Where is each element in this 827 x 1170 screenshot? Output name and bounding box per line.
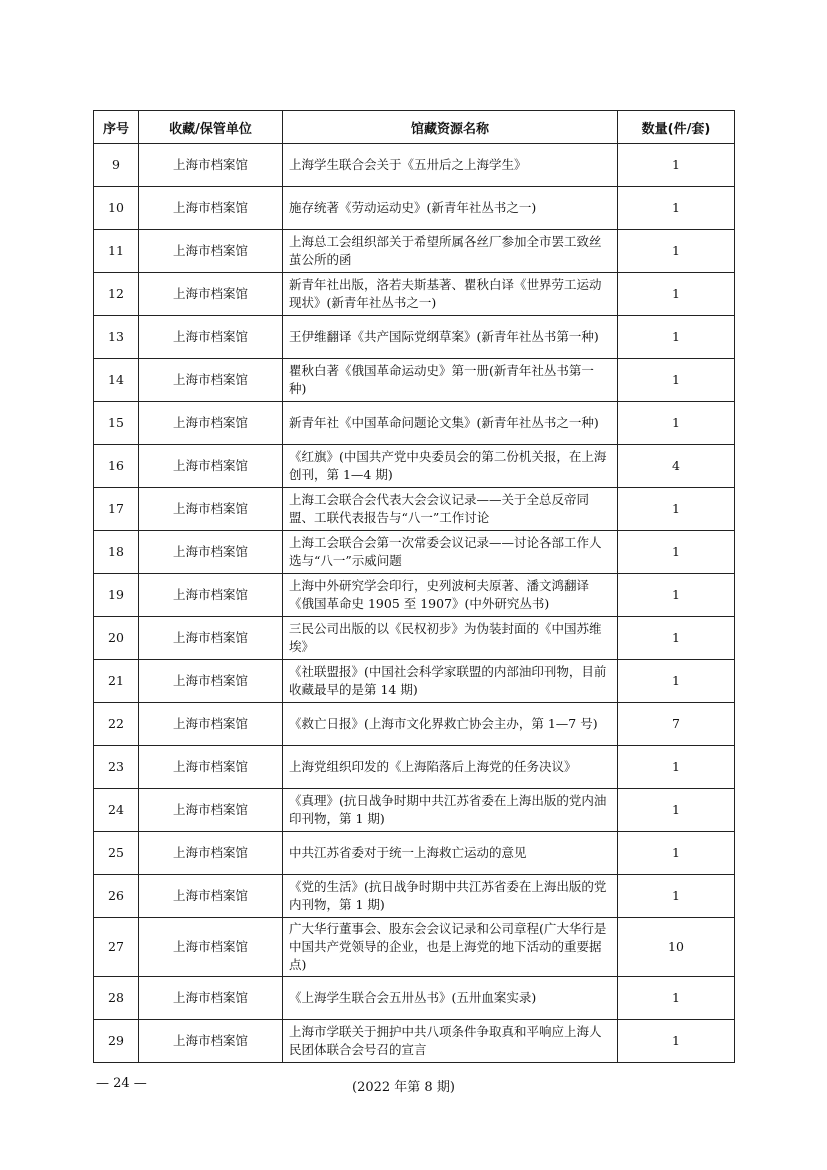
row-seq: 13 (94, 316, 139, 359)
table-row (94, 617, 735, 660)
table-row (94, 316, 735, 359)
row-name: 新青年社出版，洛若夫斯基著、瞿秋白译《世界劳工运动现状》(新青年社丛书之一) (283, 273, 618, 316)
row-seq: 9 (94, 144, 139, 187)
row-seq: 21 (94, 660, 139, 703)
row-seq: 18 (94, 531, 139, 574)
row-seq: 25 (94, 832, 139, 875)
row-name: 广大华行董事会、股东会会议记录和公司章程(广大华行是中国共产党领导的企业，也是上海党的地下活动的重要据点) (283, 918, 618, 977)
row-name: 王伊维翻译《共产国际党纲草案》(新青年社丛书第一种) (283, 316, 618, 359)
table-row (94, 703, 735, 746)
row-unit: 上海市档案馆 (139, 273, 283, 316)
row-qty: 1 (618, 187, 735, 230)
row-name: 《社联盟报》(中国社会科学家联盟的内部油印刊物，目前收藏最早的是第 14 期) (283, 660, 618, 703)
row-qty: 1 (618, 488, 735, 531)
table-row (94, 187, 735, 230)
row-name: 上海党组织印发的《上海陷落后上海党的任务决议》 (283, 746, 618, 789)
row-unit: 上海市档案馆 (139, 445, 283, 488)
row-qty: 1 (618, 617, 735, 660)
row-seq: 22 (94, 703, 139, 746)
page-number: — 24 — (96, 1076, 147, 1091)
row-name: 《红旗》(中国共产党中央委员会的第二份机关报，在上海创刊，第 1—4 期) (283, 445, 618, 488)
row-name: 上海中外研究学会印行，史列波柯夫原著、潘文鸿翻译《俄国革命史 1905 至 1907》(中外研究丛书) (283, 574, 618, 617)
row-name: 施存统著《劳动运动史》(新青年社丛书之一) (283, 187, 618, 230)
row-name: 中共江苏省委对于统一上海救亡运动的意见 (283, 832, 618, 875)
header-unit: 收藏/保管单位 (139, 111, 283, 144)
row-name: 《真理》(抗日战争时期中共江苏省委在上海出版的党内油印刊物，第 1 期) (283, 789, 618, 832)
row-qty: 1 (618, 875, 735, 918)
table-row (94, 574, 735, 617)
row-name: 《救亡日报》(上海市文化界救亡协会主办，第 1—7 号) (283, 703, 618, 746)
collection-table (93, 110, 735, 1063)
row-qty: 7 (618, 703, 735, 746)
row-unit: 上海市档案馆 (139, 574, 283, 617)
row-unit: 上海市档案馆 (139, 875, 283, 918)
row-unit: 上海市档案馆 (139, 230, 283, 273)
row-qty: 1 (618, 746, 735, 789)
row-qty: 1 (618, 359, 735, 402)
header-qty: 数量(件/套) (618, 111, 735, 144)
table-row (94, 832, 735, 875)
row-unit: 上海市档案馆 (139, 832, 283, 875)
header-name: 馆藏资源名称 (283, 111, 618, 144)
row-seq: 27 (94, 918, 139, 977)
row-qty: 1 (618, 273, 735, 316)
table-row (94, 918, 735, 977)
row-unit: 上海市档案馆 (139, 660, 283, 703)
row-unit: 上海市档案馆 (139, 187, 283, 230)
row-qty: 1 (618, 230, 735, 273)
row-name: 三民公司出版的以《民权初步》为伪装封面的《中国苏维埃》 (283, 617, 618, 660)
issue-label: (2022 年第 8 期) (352, 1080, 455, 1095)
row-unit: 上海市档案馆 (139, 144, 283, 187)
table-row (94, 531, 735, 574)
row-qty: 1 (618, 977, 735, 1020)
row-qty: 1 (618, 316, 735, 359)
row-unit: 上海市档案馆 (139, 746, 283, 789)
row-name: 上海学生联合会关于《五卅后之上海学生》 (283, 144, 618, 187)
table-row (94, 445, 735, 488)
row-seq: 16 (94, 445, 139, 488)
table-header-row (94, 111, 735, 144)
table-row (94, 488, 735, 531)
row-qty: 1 (618, 144, 735, 187)
row-seq: 17 (94, 488, 139, 531)
row-seq: 10 (94, 187, 139, 230)
row-unit: 上海市档案馆 (139, 789, 283, 832)
row-unit: 上海市档案馆 (139, 703, 283, 746)
row-seq: 28 (94, 977, 139, 1020)
row-name: 新青年社《中国革命问题论文集》(新青年社丛书之一种) (283, 402, 618, 445)
row-seq: 20 (94, 617, 139, 660)
table-row (94, 359, 735, 402)
row-name: 《上海学生联合会五卅丛书》(五卅血案实录) (283, 977, 618, 1020)
row-qty: 1 (618, 1020, 735, 1063)
row-qty: 10 (618, 918, 735, 977)
row-unit: 上海市档案馆 (139, 977, 283, 1020)
row-seq: 15 (94, 402, 139, 445)
row-unit: 上海市档案馆 (139, 359, 283, 402)
row-unit: 上海市档案馆 (139, 402, 283, 445)
row-seq: 14 (94, 359, 139, 402)
table-row (94, 746, 735, 789)
table-row (94, 144, 735, 187)
row-qty: 1 (618, 832, 735, 875)
row-seq: 26 (94, 875, 139, 918)
table-row (94, 230, 735, 273)
row-seq: 29 (94, 1020, 139, 1063)
row-seq: 12 (94, 273, 139, 316)
table-row (94, 977, 735, 1020)
row-seq: 24 (94, 789, 139, 832)
row-seq: 23 (94, 746, 139, 789)
row-unit: 上海市档案馆 (139, 617, 283, 660)
row-qty: 1 (618, 574, 735, 617)
row-seq: 11 (94, 230, 139, 273)
row-unit: 上海市档案馆 (139, 918, 283, 977)
row-seq: 19 (94, 574, 139, 617)
header-seq: 序号 (94, 111, 139, 144)
row-name: 上海工会联合会代表大会会议记录——关于全总反帝同盟、工联代表报告与“八一”工作讨论 (283, 488, 618, 531)
table-row (94, 402, 735, 445)
row-unit: 上海市档案馆 (139, 316, 283, 359)
row-name: 《党的生活》(抗日战争时期中共江苏省委在上海出版的党内刊物，第 1 期) (283, 875, 618, 918)
row-name: 上海工会联合会第一次常委会议记录——讨论各部工作人选与“八一”示威问题 (283, 531, 618, 574)
row-name: 瞿秋白著《俄国革命运动史》第一册(新青年社丛书第一种) (283, 359, 618, 402)
row-unit: 上海市档案馆 (139, 488, 283, 531)
row-unit: 上海市档案馆 (139, 1020, 283, 1063)
row-qty: 1 (618, 789, 735, 832)
row-qty: 1 (618, 402, 735, 445)
row-unit: 上海市档案馆 (139, 531, 283, 574)
row-qty: 1 (618, 660, 735, 703)
table-row (94, 660, 735, 703)
row-name: 上海市学联关于拥护中共八项条件争取真和平响应上海人民团体联合会号召的宣言 (283, 1020, 618, 1063)
row-qty: 4 (618, 445, 735, 488)
row-name: 上海总工会组织部关于希望所属各丝厂参加全市罢工致丝茧公所的函 (283, 230, 618, 273)
table-row (94, 789, 735, 832)
row-qty: 1 (618, 531, 735, 574)
table-row (94, 875, 735, 918)
table-row (94, 273, 735, 316)
table-row (94, 1020, 735, 1063)
